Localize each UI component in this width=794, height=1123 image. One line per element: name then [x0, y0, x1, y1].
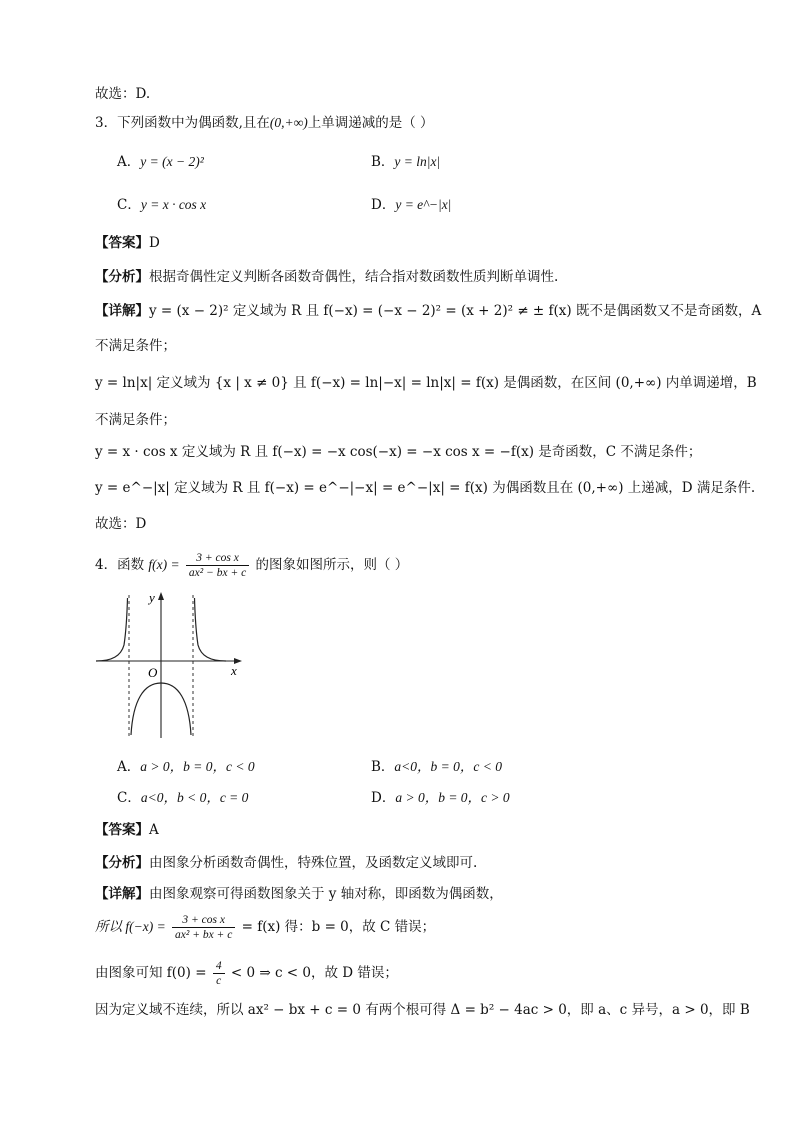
curve-left-branch: [96, 598, 128, 661]
q3-option-b-expr: y = ln|x|: [394, 154, 441, 169]
q3-analysis: [95, 267, 704, 287]
q3-option-c-expr: y = x · cos x: [140, 197, 207, 212]
q3-answer: [95, 233, 704, 253]
q4-detail-2-den: ax² + bx + c: [175, 929, 233, 941]
q4-detail-3-post: < 0 ⇒ c < 0，故 D 错误；: [230, 965, 398, 981]
q4-detail-3-den: c: [216, 975, 222, 987]
q3-option-d-label: D．: [371, 197, 396, 213]
q4-option-b[interactable]: [371, 757, 502, 777]
q4-stem-post: 的图象如图所示，则（ ）: [255, 557, 409, 573]
q3-stem-post: 上单调递减的是（ ）: [307, 115, 434, 131]
q3-answer-tag: 【答案】: [95, 235, 149, 251]
curve-right-branch: [195, 598, 227, 661]
q4-answer: [95, 820, 704, 840]
q4-detail-2-fraction: [172, 913, 235, 942]
q3-option-c[interactable]: [117, 195, 206, 215]
q3-option-a[interactable]: [117, 152, 204, 172]
q3-final: 故选：D: [95, 516, 147, 532]
q3-analysis-text: 根据奇偶性定义判断各函数奇偶性，结合指对数函数性质判断单调性.: [149, 269, 559, 285]
q4-option-c-expr: a<0，b < 0，c = 0: [140, 790, 249, 805]
q3-detail-tag: 【详解】: [95, 303, 149, 319]
q3-detail-line-5: y = x · cos x 定义域为 R 且 f(−x) = −x cos(−x) = −x cos x = −f(x) 是奇函数，C 不满足条件；: [95, 444, 702, 460]
q4-analysis-text: 由图象分析函数奇偶性，特殊位置，及函数定义域即可.: [149, 855, 478, 871]
q4-answer-value: A: [149, 822, 159, 838]
q4-detail-2-num: 3 + cos x: [172, 913, 235, 928]
q3-option-b-label: B．: [371, 154, 395, 170]
q4-option-a[interactable]: [117, 757, 255, 777]
q4-option-d[interactable]: [371, 788, 510, 808]
q3-option-d-expr: y = e^−|x|: [395, 197, 452, 212]
q3-detail-line-4: 不满足条件；: [95, 412, 176, 428]
q3-option-a-label: A．: [117, 154, 141, 170]
q3-stem: [95, 113, 704, 133]
q4-detail-line-3: [95, 958, 704, 988]
q4-option-d-label: D．: [371, 790, 396, 806]
graph-y-label: y: [149, 590, 155, 605]
q4-detail-3-fraction: [213, 959, 225, 988]
q4-function-graph: [94, 590, 249, 740]
q4-detail-2-pre: 所以 f(−x) =: [95, 919, 166, 934]
q4-detail-line-1: [95, 884, 704, 904]
q3-detail-line-2: 不满足条件；: [95, 338, 176, 354]
q4-detail-line-2: [95, 912, 704, 942]
y-axis-arrow: [158, 592, 164, 600]
q3-stem-interval: (0,+∞): [269, 115, 308, 130]
q4-option-d-expr: a > 0，b = 0，c > 0: [395, 790, 510, 805]
q4-answer-tag: 【答案】: [95, 822, 149, 838]
q4-option-a-expr: a > 0，b = 0，c < 0: [140, 759, 255, 774]
q4-stem-pre: 4．函数: [95, 557, 145, 573]
q3-option-b[interactable]: [371, 152, 440, 172]
q4-option-b-expr: a<0，b = 0，c < 0: [394, 759, 502, 774]
q4-detail-3-pre: 由图象可知 f(0) =: [95, 965, 207, 981]
q4-fraction: [186, 551, 249, 580]
q3-detail-line-6: y = e^−|x| 定义域为 R 且 f(−x) = e^−|−x| = e^−|x| = f(x) 为偶函数且在 (0,+∞) 上递减，D 满足条件.: [95, 480, 756, 496]
q4-detail-1: 由图象观察可得函数图象关于 y 轴对称，即函数为偶函数，: [149, 886, 503, 902]
q4-detail-tag: 【详解】: [95, 886, 149, 902]
prev-answer: 故选：D.: [95, 86, 151, 102]
graph-x-label: x: [231, 663, 237, 678]
q3-detail-1a: y = (x − 2)² 定义域为 R 且 f(−x) = (−x − 2)² = (x + 2)² ≠ ± f(x) 既不是偶函数又不是奇函数，A: [149, 303, 762, 319]
q4-fx: f(x) =: [148, 557, 180, 572]
q3-option-c-label: C．: [117, 197, 141, 213]
q3-option-d[interactable]: [371, 195, 451, 215]
q4-frac-den: ax² − bx + c: [188, 567, 247, 579]
q3-analysis-tag: 【分析】: [95, 269, 149, 285]
q3-answer-value: D: [149, 235, 160, 251]
q4-analysis: [95, 853, 704, 873]
q4-detail-2-post: = f(x) 得：b = 0，故 C 错误；: [241, 919, 436, 935]
q4-option-a-label: A．: [117, 759, 141, 775]
q4-detail-3-num: 4: [213, 959, 225, 974]
q3-detail-line-1: [95, 301, 762, 321]
q3-option-a-expr: y = (x − 2)²: [140, 154, 204, 169]
graph-origin-label: O: [148, 665, 158, 680]
q4-analysis-tag: 【分析】: [95, 855, 149, 871]
q4-frac-num: 3 + cos x: [186, 551, 249, 566]
q4-option-b-label: B．: [371, 759, 395, 775]
q4-option-c-label: C．: [117, 790, 141, 806]
q4-stem: [95, 550, 704, 580]
q4-detail-line-4: 因为定义域不连续，所以 ax² − bx + c = 0 有两个根可得 Δ = b² − 4ac > 0，即 a、c 异号，a > 0，即 B: [95, 1002, 750, 1018]
q4-option-c[interactable]: [117, 788, 248, 808]
q3-stem-pre: 3．下列函数中为偶函数,且在: [95, 115, 270, 131]
q3-detail-line-3: y = ln|x| 定义域为 {x | x ≠ 0} 且 f(−x) = ln|−x| = ln|x| = f(x) 是偶函数，在区间 (0,+∞) 内单调递增，B: [95, 375, 757, 391]
